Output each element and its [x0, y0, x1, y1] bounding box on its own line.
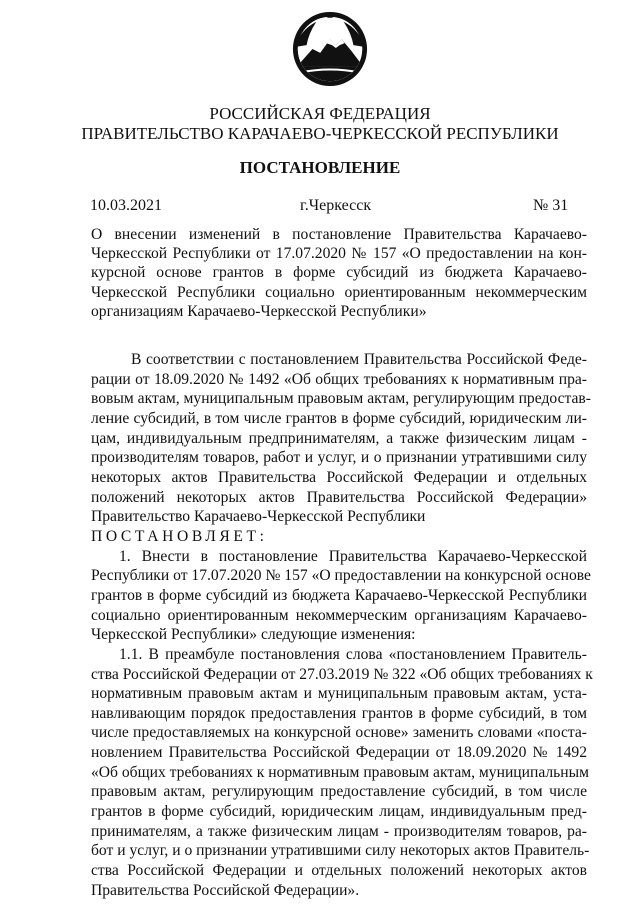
body-line: 1.1. В преамбуле постановления слова «постановлением Правитель- [119, 645, 587, 663]
body-line: ства Российской Федерации от 27.03.2019 № 322 «Об общих требованиях к [91, 665, 593, 683]
body-line: новлением Правительства Российской Федерации от 18.09.2020 № 1492 [91, 744, 587, 762]
document-type-title: ПОСТАНОВЛЕНИЕ [239, 158, 401, 177]
subject-line: организациям Карачаево-Черкесской Республики» [91, 302, 427, 320]
body-line: Черкесской Республики» следующие изменения: [91, 626, 416, 644]
subject-line: курсной основе грантов в форме субсидий из бюджета Карачаево- [91, 264, 587, 282]
body-line: В соответствии с постановлением Правительства Российской Феде- [131, 351, 587, 368]
body-line: «Об общих требованиях к нормативным правовым актам, муниципальным [91, 763, 589, 781]
body-line: социально ориентированным некоммерческим организациям Карачаево- [91, 606, 587, 624]
document-number: № 31 [533, 197, 569, 214]
document-subject [91, 225, 587, 321]
body-line: Правительство Карачаево-Черкесской Республики [91, 508, 426, 526]
body-line: ление субсидий, в том числе грантов в форме субсидий, юридическим ли- [91, 409, 587, 427]
document-body [91, 350, 593, 900]
body-line: положений некоторых актов Правительства Российской Федерации» [91, 488, 587, 506]
body-line: грантов в форме субсидий из бюджета Карачаево-Черкесской Республики [91, 586, 587, 604]
body-line: числе предоставляемых на конкурсной основе» заменить словами «поста- [91, 724, 587, 742]
body-line: Республики от 17.07.2020 № 157 «О предоставлении на конкурсной основе [91, 567, 591, 585]
subject-line: Черкесской Республики от 17.07.2020 № 157 «О предоставлении на кон- [91, 245, 587, 263]
subject-line: О внесении изменений в постановление Правительства Карачаево- [91, 226, 587, 243]
country-heading: РОССИЙСКАЯ ФЕДЕРАЦИЯ [209, 104, 431, 123]
body-line: производителям товаров, работ и услуг, и о признании утратившими силу [91, 449, 587, 467]
body-line: ства Российской Федерации и отдельных положений некоторых актов [91, 862, 587, 880]
body-line: правовым актам, регулирующим предоставление субсидий, в том числе [91, 783, 587, 801]
body-line: нормативным правовым актам и муниципальным правовым актам, уста- [91, 685, 587, 703]
coat-of-arms-emblem [291, 10, 369, 88]
body-line: грантов в форме субсидий, юридическим лицам, индивидуальным пред- [91, 803, 587, 821]
body-line: принимателям, а также физическим лицам - производителям товаров, ра- [91, 822, 587, 840]
body-line: Правительства Российской Федерации». [91, 881, 360, 899]
body-line: рации от 18.09.2020 № 1492 «Об общих требованиях к нормативным пра- [91, 370, 587, 388]
resolves-heading: ПОСТАНОВЛЯЕТ: [91, 527, 268, 545]
body-line: некоторых актов Правительства Российской Федерации и отдельных [91, 468, 587, 486]
government-heading: ПРАВИТЕЛЬСТВО КАРАЧАЕВО-ЧЕРКЕССКОЙ РЕСПУБЛИКИ [81, 124, 559, 143]
body-line: бот и услуг, и о признании утратившими силу некоторых актов Правитель- [91, 842, 590, 860]
body-line: навливающим порядок предоставления грантов в форме субсидий, в том [91, 704, 587, 722]
document-date: 10.03.2021 [90, 197, 162, 214]
body-line: цам, индивидуальным предпринимателям, а также физическим лицам - [91, 429, 587, 447]
body-line: 1. Внести в постановление Правительства Карачаево-Черкесской [119, 547, 587, 565]
body-line: вовым актам, муниципальным правовым актам, регулирующим предостав- [91, 390, 591, 408]
document-city: г.Черкесск [300, 197, 372, 214]
subject-line: Черкесской Республики социально ориентированным некоммерческим [91, 283, 587, 301]
